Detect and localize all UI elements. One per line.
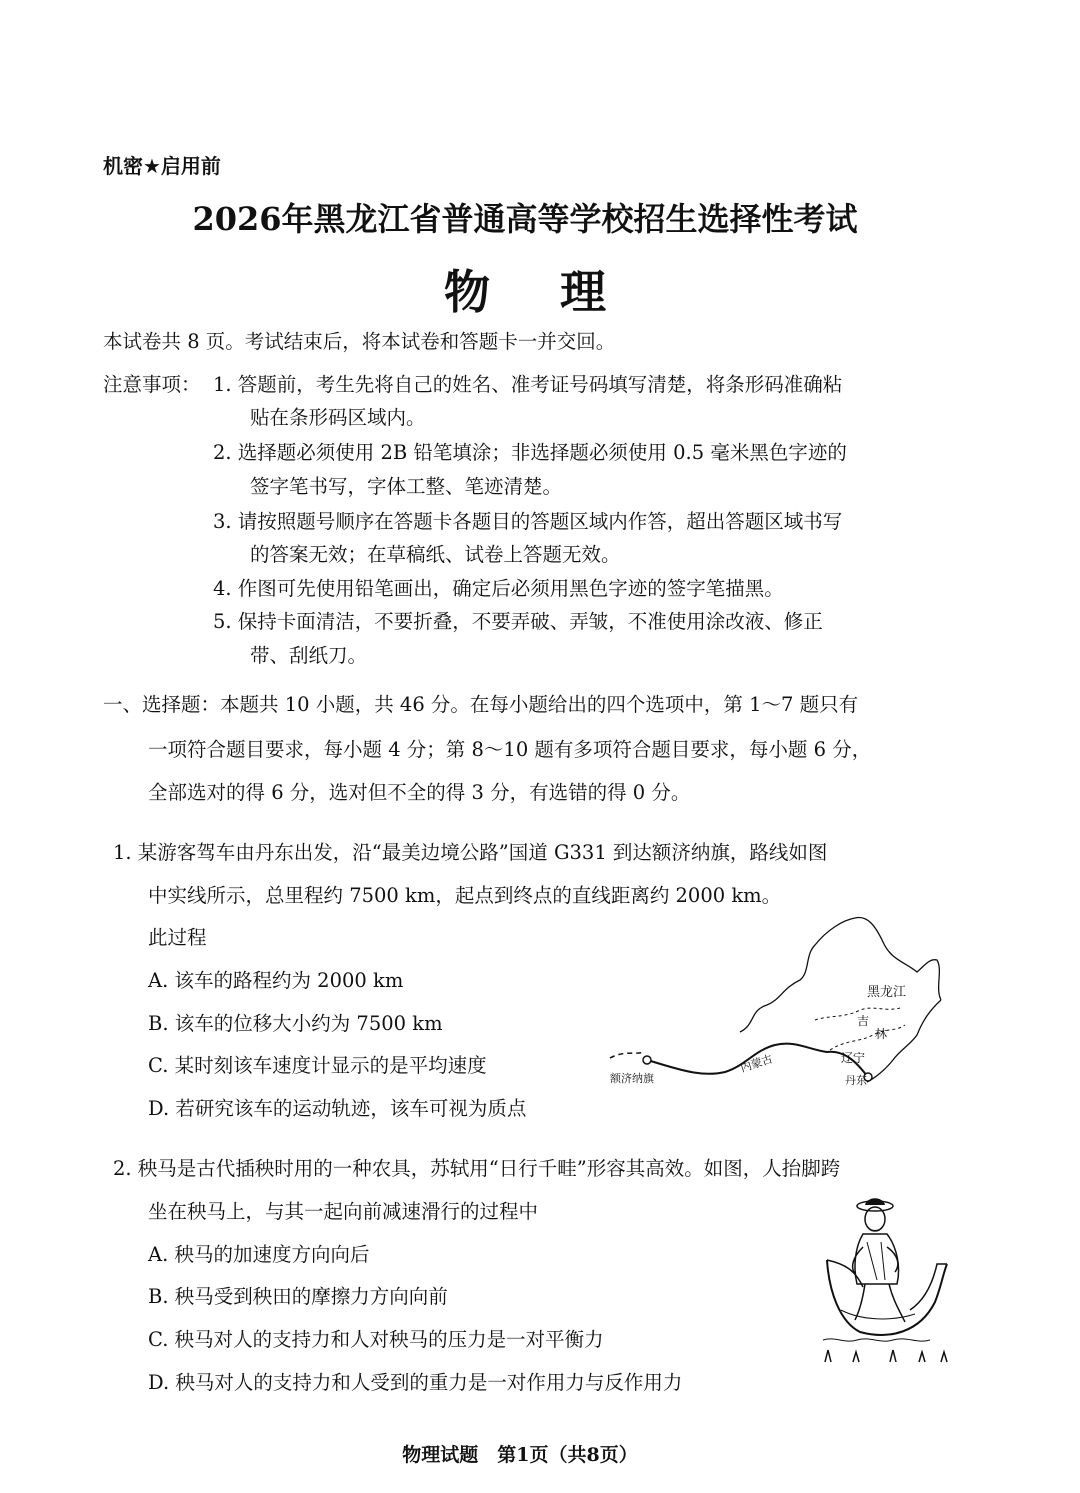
note-item-3: 3. 请按照题号顺序在答题卡各题目的答题区域内作答，超出答题区域书写	[213, 510, 843, 533]
question-2-option-d: D. 秧马对人的支持力和人受到的重力是一对作用力与反作用力	[148, 1371, 683, 1394]
confidential-mark: 机密★启用前	[103, 154, 221, 178]
map-label-ejina: 额济纳旗	[610, 1072, 654, 1085]
note-item-1: 1. 答题前，考生先将自己的姓名、准考证号码填写清楚，将条形码准确粘	[213, 373, 843, 396]
section-heading-cont-2: 全部选对的得 6 分，选对但不全的得 3 分，有选错的得 0 分。	[148, 781, 691, 804]
map-label-liaoning: 辽宁	[841, 1051, 866, 1065]
question-1-option-c: C. 某时刻该车速度计显示的是平均速度	[148, 1054, 487, 1077]
page-footer: 物理试题 第1页（共8页）	[402, 1444, 638, 1466]
question-1-option-a: A. 该车的路程约为 2000 km	[148, 969, 404, 992]
exam-title: 2026年黑龙江省普通高等学校招生选择性考试	[192, 200, 858, 238]
section-heading-cont-1: 一项符合题目要求，每小题 4 分；第 8～10 题有多项符合题目要求，每小题 6 分，	[148, 738, 872, 761]
subject-title: 物理	[444, 265, 676, 319]
question-2-stem-cont: 坐在秧马上，与其一起向前减速滑行的过程中	[148, 1200, 539, 1223]
map-label-dandong: 丹东	[845, 1074, 867, 1087]
question-2-stem: 2. 秧马是古代插秧时用的一种农具，苏轼用“日行千畦”形容其高效。如图，人抬脚跨	[113, 1157, 841, 1180]
map-label-jilin-1: 吉	[857, 1014, 870, 1028]
question-1-option-d: D. 若研究该车的运动轨迹，该车可视为质点	[148, 1097, 527, 1120]
question-2-option-a: A. 秧马的加速度方向向后	[148, 1243, 370, 1266]
question-2-option-b: B. 秧马受到秧田的摩擦力方向向前	[148, 1285, 448, 1308]
question-1-option-b: B. 该车的位移大小约为 7500 km	[148, 1012, 443, 1035]
notes-label: 注意事项：	[103, 373, 201, 396]
map-label-neimenggu: 内蒙古	[738, 1052, 775, 1075]
question-1-stem-cont: 中实线所示，总里程约 7500 km，起点到终点的直线距离约 2000 km。	[148, 884, 782, 907]
section-heading: 一、选择题：本题共 10 小题，共 46 分。在每小题给出的四个选项中，第 1～7 题只有	[103, 693, 859, 716]
note-item-5-cont: 带、刮纸刀。	[250, 644, 368, 667]
note-item-4: 4. 作图可先使用铅笔画出，确定后必须用黑色字迹的签字笔描黑。	[213, 577, 784, 600]
note-item-3-cont: 的答案无效；在草稿纸、试卷上答题无效。	[250, 543, 621, 566]
map-label-heilongjiang: 黑龙江	[867, 985, 907, 1000]
map-label-jilin-2: 林	[875, 1027, 888, 1041]
note-item-1-cont: 贴在条形码区域内。	[250, 406, 426, 429]
yangma-figure	[815, 1192, 955, 1372]
note-item-2-cont: 签字笔书写，字体工整、笔迹清楚。	[250, 475, 563, 498]
question-1-stem-cont-2: 此过程	[148, 926, 207, 949]
question-2-option-c: C. 秧马对人的支持力和人对秧马的压力是一对平衡力	[148, 1328, 604, 1351]
question-1-stem: 1. 某游客驾车由丹东出发，沿“最美边境公路”国道 G331 到达额济纳旗，路线如图	[113, 841, 828, 864]
note-item-5: 5. 保持卡面清洁，不要折叠，不要弄破、弄皱，不准使用涂改液、修正	[213, 610, 823, 633]
route-map-figure	[605, 900, 955, 1100]
intro-text: 本试卷共 8 页。考试结束后，将本试卷和答题卡一并交回。	[103, 330, 616, 353]
note-item-2: 2. 选择题必须使用 2B 铅笔填涂；非选择题必须使用 0.5 毫米黑色字迹的	[213, 441, 847, 464]
